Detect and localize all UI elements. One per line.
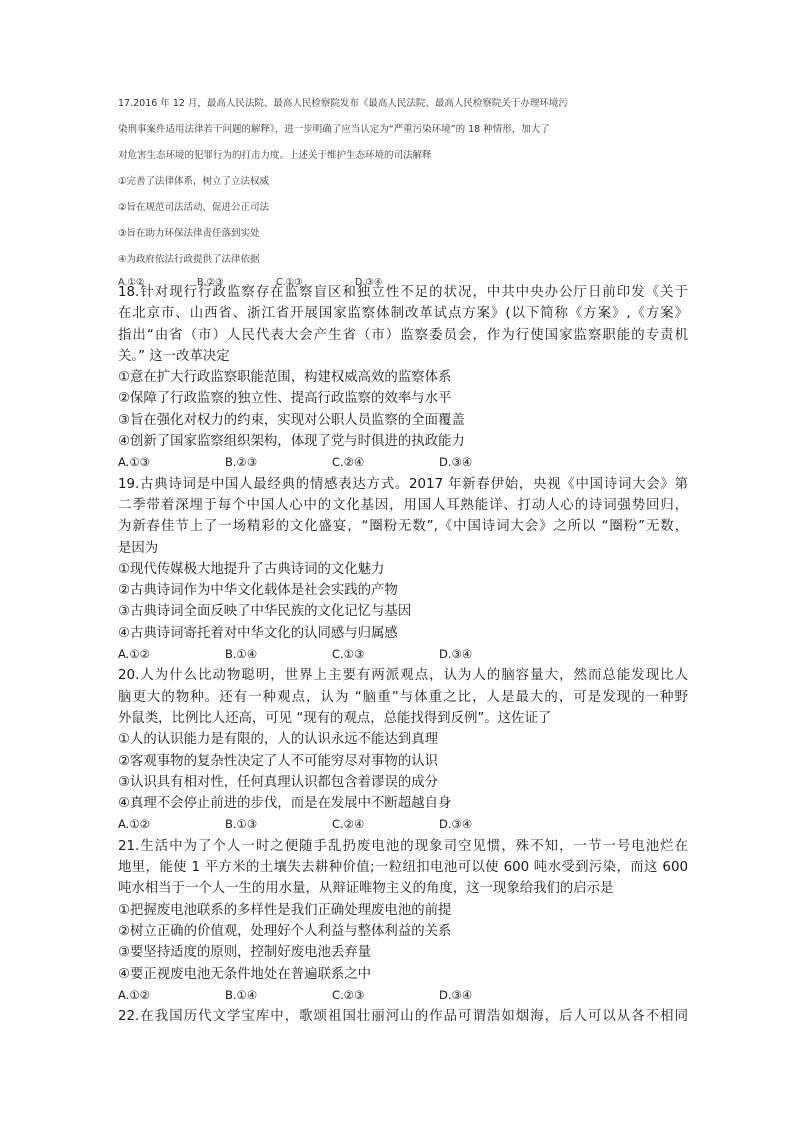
q19-statement-3: ③古典诗词全面反映了中华民族的文化记忆与基因 [118,604,412,620]
q19-option-a: A.①② [118,647,150,662]
q20-statement-1: ①人的认识能力是有限的，人的认识永远不能达到真理 [118,732,438,748]
q20-option-c: C.②④ [332,817,365,832]
q20-statement-3: ③认识具有相对性，任何真理认识都包含着谬误的成分 [118,774,438,790]
q18-statement-2: ②保障了行政监察的独立性、提高行政监察的效率与水平 [118,391,452,407]
q18-statement-3: ③旨在强化对权力的约束，实现对公职人员监察的全面覆盖 [118,412,465,428]
q21-statement-3: ③要坚持适度的原则，控制好废电池丢弃量 [118,945,372,961]
q17-stem-line-3: 对危害生态环境的犯罪行为的打击力度。上述关于维护生态环境的司法解释 [118,150,432,161]
q21-stem-line-2: 地里，能使 1 平方米的土壤失去耕种价值;一粒纽扣电池可以使 600 吨水受到污染，而这 600 [118,860,688,876]
q19-option-b: B.①④ [225,647,258,662]
q21-stem-line-1: 21.生活中为了个人一时之便随手乱扔废电池的现象司空见惯，殊不知，一节一号电池烂在 [118,838,688,854]
question-19 [118,474,688,666]
q21-option-a: A.①② [118,987,150,1002]
q21-statement-2: ②树立正确的价值观，处理好个人利益与整体利益的关系 [118,923,452,939]
q21-statement-4: ④要正视废电池无条件地处在普遍联系之中 [118,966,372,982]
q19-options [118,644,688,665]
q18-option-c: C.②④ [332,455,365,470]
question-18 [118,282,688,474]
q22-stem-line-1: 22.在我国历代文学宝库中，歌颂祖国壮丽河山的作品可谓浩如烟海，后人可以从各不相同 [118,1009,688,1025]
q20-statement-4: ④真理不会停止前进的步伐，而是在发展中不断超越自身 [118,796,452,812]
q20-statement-2: ②客观事物的复杂性决定了人不可能穷尽对事物的认识 [118,753,438,769]
q19-stem-line-4: 是因为 [118,540,159,556]
question-20 [118,665,688,835]
q19-stem-line-1: 19.古典诗词是中国人最经典的情感表达方式。2017 年新春伊始，央视《中国诗词大会》第 [118,476,688,492]
q18-stem-line-1: 18.针对现行行政监察存在监察盲区和独立性不足的状况，中共中央办公厅日前印发《关于 [118,285,688,300]
q19-option-d: D.③④ [439,647,473,662]
q20-stem-line-1: 20.人为什么比动物聪明，世界上主要有两派观点，认为人的脑容量大，然而总能发现比人 [118,668,688,684]
q19-statement-4: ④古典诗词寄托着对中华文化的认同感与归属感 [118,625,398,641]
q18-stem-line-3: 指出“由省（市）人民代表大会产生省（市）监察委员会，作为行使国家监察职能的专责机 [118,327,688,343]
q19-statement-2: ②古典诗词作为中华文化载体是社会实践的产物 [118,583,398,599]
q17-stem-line-2: 染刑事案件适用法律若干问题的解释》，进一步明确了应当认定为“严重污染环境”的 18 种情形，加大了 [118,124,550,135]
q18-option-d: D.③④ [439,455,473,470]
question-21 [118,836,688,1006]
q18-option-b: B.②③ [225,455,258,470]
q17-statement-2: ②旨在规范司法活动，促进公正司法 [118,202,270,213]
q17-statement-1: ①完善了法律体系，树立了立法权威 [118,176,270,187]
q21-options [118,985,688,1006]
q17-stem-line-1: 17.2016 年 12 月，最高人民法院、最高人民检察院发布《最高人民法院、最高人民检察院关于办理环境污 [118,98,568,109]
q19-statement-1: ①现代传媒极大地提升了古典诗词的文化魅力 [118,561,385,577]
q21-option-c: C.②③ [332,987,365,1002]
q20-option-b: B.①③ [225,817,258,832]
q18-stem-line-4: 关。” 这一改革决定 [118,348,230,364]
q20-stem-line-2: 脑更大的物种。还有一种观点，认为 “脑重”与体重之比，人是最大的，可是发现的一种野 [118,689,688,705]
q19-stem-line-2: 二季带着深埋于每个中国人心中的文化基因，用国人耳熟能详、打动人心的诗词强势回归， [118,497,688,513]
q19-stem-line-3: 为新春佳节上了一场精彩的文化盛宴，“圈粉无数”,《中国诗词大会》之所以 “圈粉”无数， [118,519,688,535]
q20-options [118,814,688,835]
q17-statement-3: ③旨在助力环保法律责任落到实处 [118,228,260,239]
q19-option-c: C.①③ [332,647,365,662]
q17-statement-4: ④为政府依法行政提供了法律依据 [118,254,260,265]
q17-option-b: B.②③ [197,277,224,288]
q18-statement-4: ④创新了国家监察组织架构，体现了党与时俱进的执政能力 [118,434,465,450]
q21-stem-line-3: 吨水相当于一个人一生的用水量，从辩证唯物主义的角度，这一现象给我们的启示是 [118,881,614,897]
q20-option-d: D.③④ [439,817,473,832]
q17-option-a: A.①② [118,277,145,288]
q21-option-d: D.③④ [439,987,473,1002]
q21-statement-1: ①把握废电池联系的多样性是我们正确处理废电池的前提 [118,902,452,918]
q20-option-a: A.①② [118,817,150,832]
q18-statement-1: ①意在扩大行政监察职能范围，构建权威高效的监察体系 [118,370,452,386]
q21-option-b: B.①④ [225,987,258,1002]
q17-option-c: C.①③ [276,277,303,288]
question-22 [118,1006,688,1027]
q18-options [118,452,688,473]
q18-option-a: A.①③ [118,455,150,470]
q18-stem-line-2: 在北京市、山西省、浙江省开展国家监察体制改革试点方案》(以下简称《方案》,《方案》 [118,306,688,322]
q17-option-d: D.③④ [355,277,383,288]
questions-body [118,282,688,1027]
q20-stem-line-3: 外鼠类，比例比人还高，可见 “现有的观点，总能找得到反例”。这佐证了 [118,710,552,726]
